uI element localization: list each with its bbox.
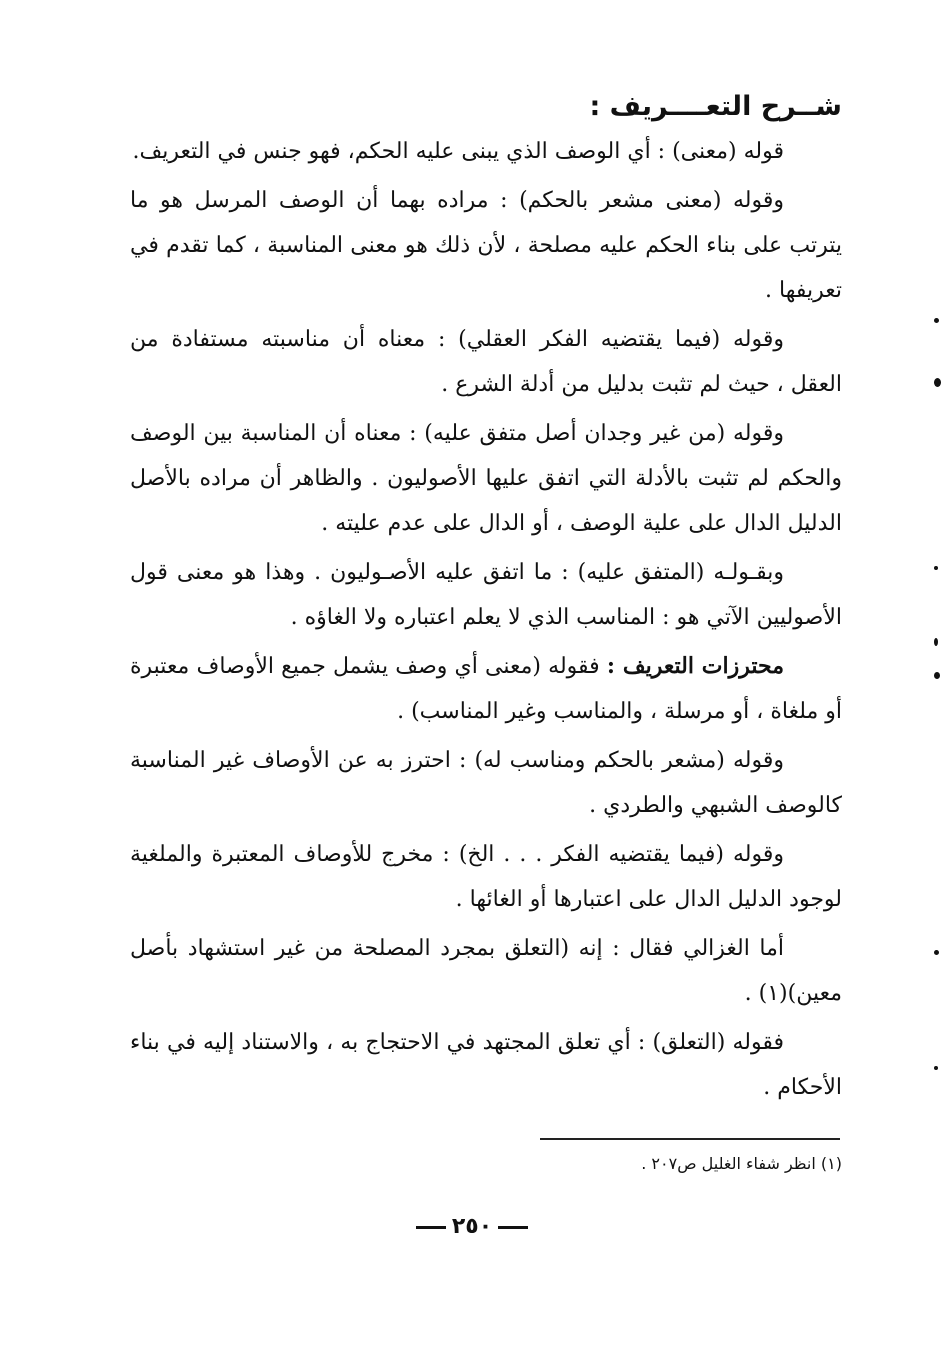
paragraph-text: وبقـولـه (المتفق عليه) : ما اتفق عليه الأصـوليون . وهذا هو معنى قول الأصوليين الآتي هو : المناسب الذي لا يعلم اعتباره ولا الغاؤه . [130, 560, 842, 630]
paragraph-text: أما الغزالي فقال : إنه (التعلق بمجرد المصلحة من غير استشهاد بأصل معين)(١) . [130, 936, 842, 1006]
paragraph-text: قوله (معنى) : أي الوصف الذي يبنى عليه الحكم، فهو جنس في التعريف. [132, 139, 784, 164]
scan-speck [934, 318, 939, 323]
paragraph-text: وقوله (من غير وجدان أصل متفق عليه) : معناه أن المناسبة بين الوصف والحكم لم تثبت بالأدلة التي اتفق عليها الأصوليون . والظاهر أن مراده بالأصل الدليل الدال على علية الوصف ، أو الدال على عدم عليته . [130, 421, 842, 536]
page-number-dash-right [498, 1226, 528, 1229]
paragraph-2 [130, 178, 842, 313]
footnote-divider [540, 1138, 840, 1140]
paragraph-10 [130, 1020, 842, 1110]
paragraph-text: وقوله (مشعر بالحكم ومناسب له) : احترز به عن الأوصاف غير المناسبة كالوصف الشبهي والطردي . [130, 748, 842, 818]
paragraph-text: فقوله (معنى أي وصف يشمل جميع الأوصاف معتبرة أو ملغاة ، أو مرسلة ، والمناسب وغير المناسب) . [130, 654, 842, 724]
page-number-dash-left [416, 1226, 446, 1229]
paragraph-text: فقوله (التعلق) : أي تعلق المجتهد في الاحتجاج به ، والاستناد إليه في بناء الأحكام . [130, 1030, 842, 1100]
paragraph-text: وقوله (فيما يقتضيه الفكر . . . الخ) : مخرج للأوصاف المعتبرة والملغية لوجود الدليل الدال على اعتبارها أو الغائها . [130, 842, 842, 912]
paragraph-9 [130, 926, 842, 1016]
section-heading: شــرح التعــــريف : [589, 91, 842, 122]
paragraph-5 [130, 550, 842, 640]
scan-speck [934, 1066, 938, 1070]
paragraph-text: وقوله (فيما يقتضيه الفكر العقلي) : معناه أن مناسبته مستفادة من العقل ، حيث لم تثبت بدليل من أدلة الشرع . [130, 327, 842, 397]
scan-speck [934, 672, 940, 679]
paragraph-text: وقوله (معنى مشعر بالحكم) : مراده بهما أن الوصف المرسل هو ما يترتب على بناء الحكم عليه مصلحة ، لأن ذلك هو معنى المناسبة ، كما تقدم في تعريفها . [130, 188, 842, 303]
page-number-value: ٢٥٠ [451, 1214, 493, 1239]
paragraph-6 [130, 644, 842, 734]
paragraph-lead: محترزات التعريف : [606, 653, 784, 679]
page-number [372, 1212, 572, 1242]
paragraph-1 [130, 129, 842, 174]
paragraph-3 [130, 317, 842, 407]
scan-speck [934, 950, 939, 955]
main-text [130, 85, 842, 1114]
paragraph-4 [130, 411, 842, 546]
scan-speck [934, 378, 941, 387]
footnote: (١) انظر شفاء الغليل ص٢٠٧ . [641, 1154, 842, 1173]
scan-speck [934, 566, 938, 570]
scan-speck [934, 638, 938, 646]
paragraph-7 [130, 738, 842, 828]
paragraph-8 [130, 832, 842, 922]
